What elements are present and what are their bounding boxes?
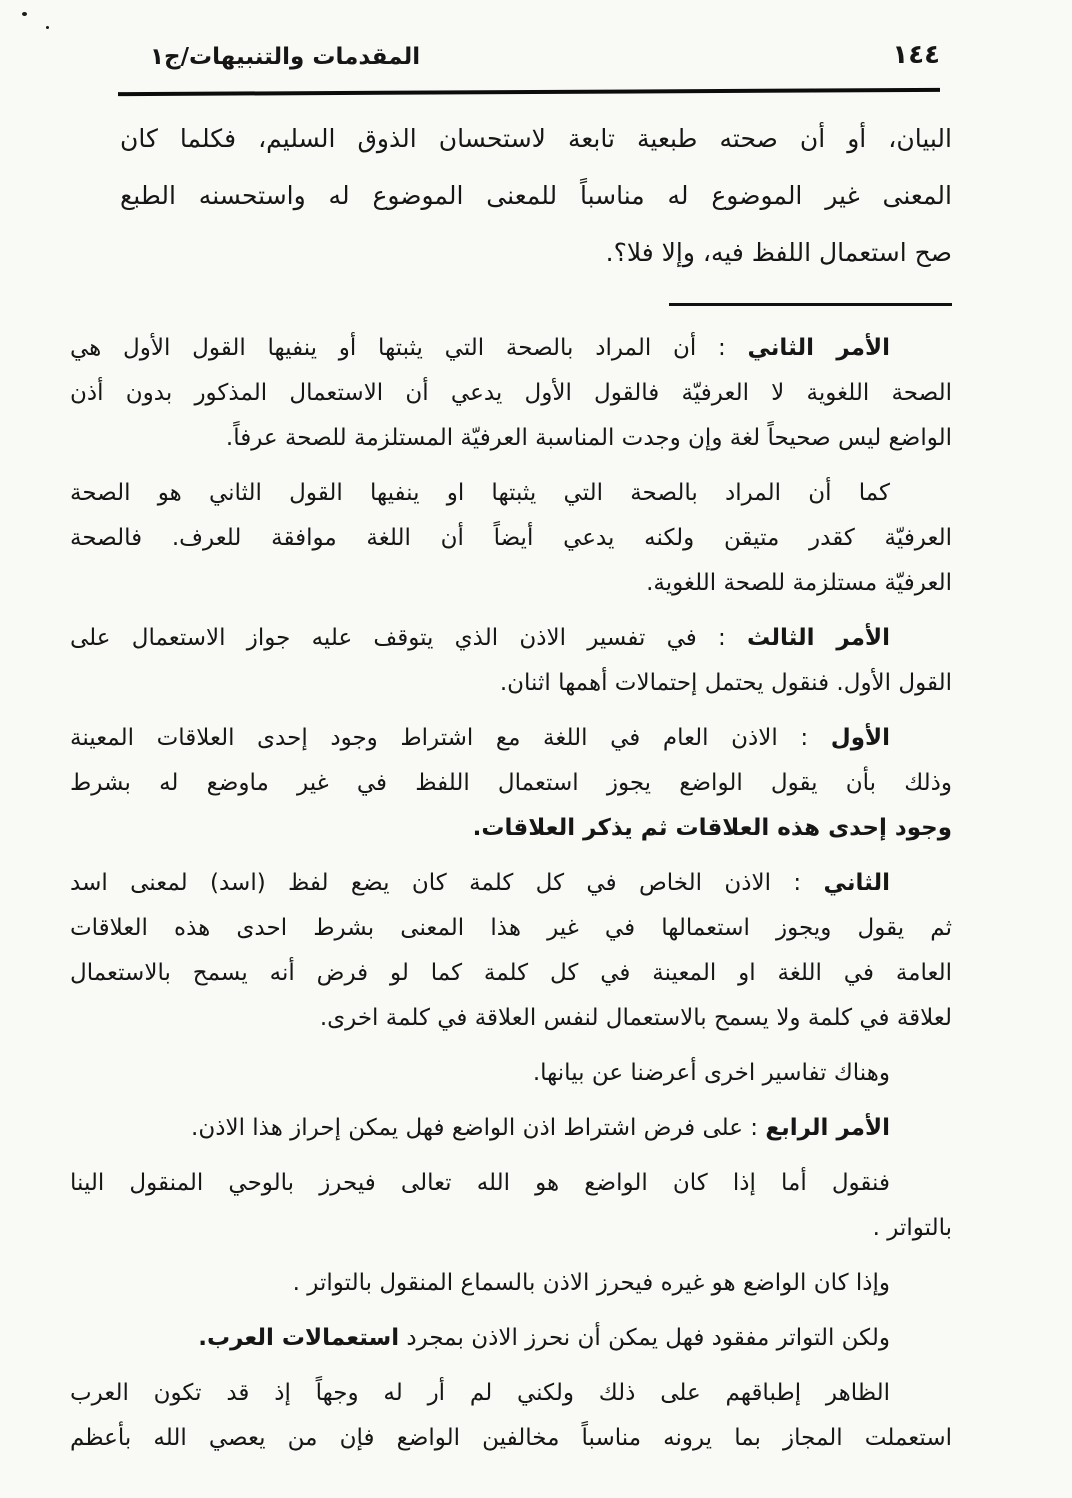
footnote-paragraph xyxy=(70,716,952,851)
text-run: : الاذن الخاص في كل كلمة كان يضع لفظ (اسد) لمعنى اسد xyxy=(70,870,824,896)
page-header xyxy=(70,36,952,84)
text-line xyxy=(70,951,952,996)
text-line xyxy=(70,996,952,1041)
footnote-separator-rule xyxy=(669,303,952,306)
text-line xyxy=(70,906,952,951)
footnote-paragraph xyxy=(70,1051,952,1096)
text-run: وذلك بأن يقول الواضع يجوز استعمال اللفظ في غير ماوضع له بشرط xyxy=(70,770,952,796)
footnote-paragraph xyxy=(70,1371,952,1461)
text-line xyxy=(70,716,952,761)
text-run: وإذا كان الواضع هو غيره فيحرز الاذن بالسماع المنقول بالتواتر . xyxy=(292,1270,890,1296)
text-run: وهناك تفاسير اخرى أعرضنا عن بيانها. xyxy=(532,1060,890,1086)
footnote-paragraph xyxy=(70,616,952,706)
bold-term: الأمر الثالث xyxy=(746,625,890,651)
footnote-paragraph xyxy=(70,1261,952,1306)
text-line xyxy=(70,561,952,606)
footnote-paragraph xyxy=(70,1316,952,1361)
text-line xyxy=(70,1316,952,1361)
text-run: الواضع ليس صحيحاً لغة وإن وجدت المناسبة العرفيّة المستلزمة للصحة عرفاً. xyxy=(225,425,952,451)
text-run: العرفيّة مستلزمة للصحة اللغوية. xyxy=(646,570,952,596)
text-run: : الاذن العام في اللغة مع اشتراط وجود إحدى العلاقات المعينة xyxy=(70,725,831,751)
text-line xyxy=(70,1206,952,1251)
text-run: المعنى غير الموضوع له مناسباً للمعنى الموضوع له واستحسنه الطبع xyxy=(120,181,952,210)
text-run: الظاهر إطباقهم على ذلك ولكني لم أر له وجهاً إذ قد تكون العرب xyxy=(70,1380,890,1406)
footnote-paragraph xyxy=(70,471,952,606)
text-line xyxy=(70,471,952,516)
text-line xyxy=(70,416,952,461)
footnote-paragraph xyxy=(70,861,952,1041)
scan-speckle xyxy=(22,12,27,16)
text-run: استعملت المجاز بما يرونه مناسباً مخالفين الواضع فإن من يعصي الله بأعظم xyxy=(70,1425,952,1451)
footnote-paragraph xyxy=(70,1106,952,1151)
text-line xyxy=(70,661,952,706)
text-line xyxy=(70,806,952,851)
bold-term: الثاني xyxy=(823,870,890,896)
text-run: ثم يقول ويجوز استعمالها في غير هذا المعنى بشرط احدى هذه العلاقات xyxy=(70,915,952,941)
text-line xyxy=(70,1416,952,1461)
main-text xyxy=(70,110,952,281)
bold-term: الأمر الثاني xyxy=(747,335,890,361)
text-line xyxy=(120,167,952,224)
text-run: القول الأول. فنقول يحتمل إحتمالات أهمها اثنان. xyxy=(499,670,952,696)
text-run: الصحة اللغوية لا العرفيّة فالقول الأول يدعي أن الاستعمال المذكور بدون أذن xyxy=(70,380,952,406)
text-run: فنقول أما إذا كان الواضع هو الله تعالى فيحرز بالوحي المنقول الينا xyxy=(70,1170,890,1196)
text-line xyxy=(70,371,952,416)
scan-speckle xyxy=(46,26,49,29)
text-run: العرفيّة كقدر متيقن ولكنه يدعي أيضاً أن اللغة موافقة للعرف. فالصحة xyxy=(70,525,952,551)
text-line xyxy=(70,1161,952,1206)
text-run: لعلاقة في كلمة ولا يسمح بالاستعمال لنفس العلاقة في كلمة اخرى. xyxy=(319,1005,952,1031)
text-line xyxy=(70,616,952,661)
footnotes-section xyxy=(70,326,952,1461)
running-title: المقدمات والتنبيهات/ج١ xyxy=(150,44,421,70)
bold-term: استعمالات العرب. xyxy=(198,1325,400,1351)
bold-term: الأول xyxy=(830,725,890,751)
text-line xyxy=(120,224,952,281)
text-line xyxy=(120,110,952,167)
footnote-paragraph xyxy=(70,1161,952,1251)
text-line xyxy=(70,861,952,906)
text-run: البيان، أو أن صحته طبعية تابعة لاستحسان الذوق السليم، فكلما كان xyxy=(120,124,952,153)
text-line xyxy=(70,516,952,561)
bold-term: الأمر الرابع xyxy=(765,1115,890,1141)
text-line xyxy=(70,1051,952,1096)
page-number: ١٤٤ xyxy=(892,40,940,70)
text-line xyxy=(70,1106,952,1151)
text-run: كما أن المراد بالصحة التي يثبتها او ينفيها القول الثاني هو الصحة xyxy=(70,480,890,506)
header-rule xyxy=(118,88,940,96)
text-run: العامة في اللغة او المعينة في كل كلمة كما لو فرض أنه يسمح بالاستعمال xyxy=(70,960,952,986)
text-line xyxy=(70,1261,952,1306)
text-run: : أن المراد بالصحة التي يثبتها أو ينفيها القول الأول هي xyxy=(70,335,748,361)
text-run: : على فرض اشتراط اذن الواضع فهل يمكن إحراز هذا الاذن. xyxy=(191,1115,766,1141)
text-line xyxy=(70,326,952,371)
bold-term: وجود إحدى هذه العلاقات ثم يذكر العلاقات. xyxy=(472,815,952,841)
text-run: : في تفسير الاذن الذي يتوقف عليه جواز الاستعمال على xyxy=(70,625,747,651)
text-run: ولكن التواتر مفقود فهل يمكن أن نحرز الاذن بمجرد xyxy=(399,1325,890,1351)
footnote-paragraph xyxy=(70,326,952,461)
text-line xyxy=(70,1371,952,1416)
text-run: بالتواتر . xyxy=(872,1215,952,1241)
text-line xyxy=(70,761,952,806)
text-run: صح استعمال اللفظ فيه، وإلا فلا؟. xyxy=(605,238,952,267)
